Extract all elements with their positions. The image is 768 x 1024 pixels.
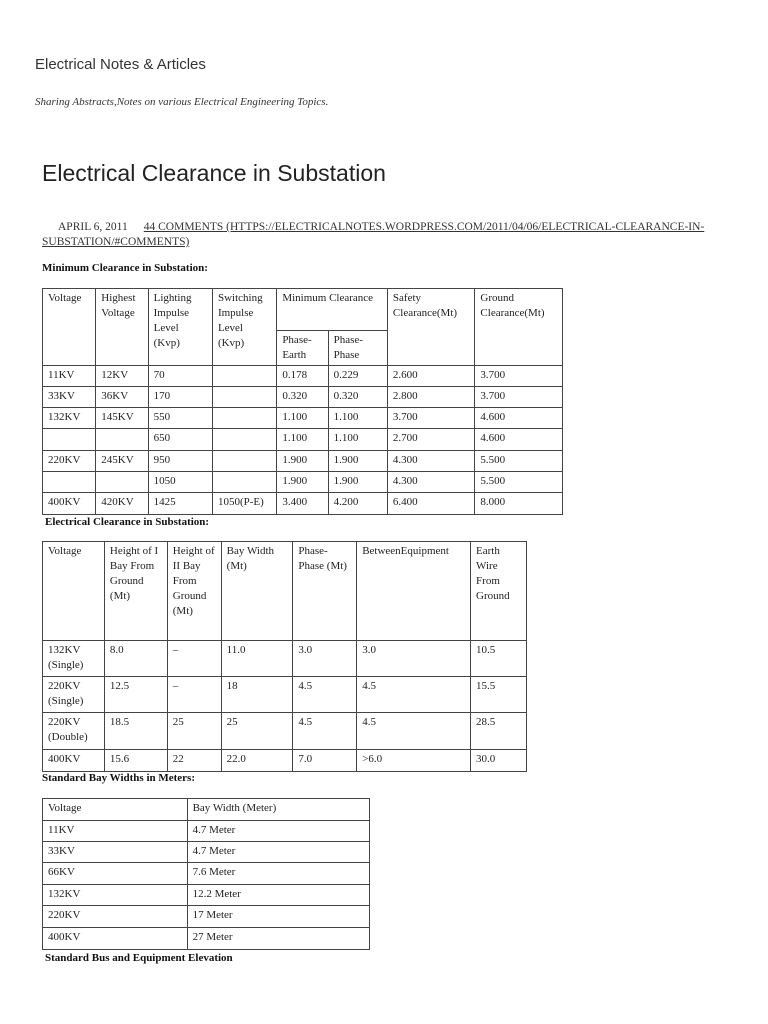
site-title[interactable]: Electrical Notes & Articles [35, 56, 206, 73]
table-row [43, 928, 370, 950]
table-cell: 11KV [43, 821, 188, 842]
table-cell: 1.100 [328, 408, 387, 429]
table-cell: 650 [148, 429, 212, 451]
table-row [43, 451, 563, 472]
table-row [43, 366, 563, 387]
table-cell: 132KV [43, 408, 96, 429]
table-cell: 220KV [43, 451, 96, 472]
table-cell: 400KV [43, 928, 188, 950]
table-cell: 132KV (Single) [43, 641, 105, 677]
table-cell: 220KV [43, 906, 188, 928]
table-cell: 550 [148, 408, 212, 429]
table-cell: 25 [167, 713, 221, 750]
header-cell: Highest Voltage [96, 289, 148, 366]
table-cell [43, 472, 96, 493]
table-cell: 245KV [96, 451, 148, 472]
table-cell: 10.5 [471, 641, 527, 677]
table-cell: 11KV [43, 366, 96, 387]
table-cell: 400KV [43, 493, 96, 515]
table-cell [212, 366, 276, 387]
table-cell: 7.0 [293, 750, 357, 772]
header-cell: Voltage [43, 542, 105, 641]
table-cell: 4.600 [475, 408, 563, 429]
table-cell [212, 408, 276, 429]
table-cell: 18.5 [104, 713, 167, 750]
table-cell: 4.5 [357, 713, 471, 750]
table-cell: 1.100 [277, 408, 328, 429]
table-cell: 4.7 Meter [187, 821, 369, 842]
header-cell: Voltage [43, 289, 96, 366]
table-cell: 4.300 [387, 472, 475, 493]
table-cell: 4.5 [293, 677, 357, 713]
table-row [43, 677, 527, 713]
table-cell: 1.900 [277, 451, 328, 472]
table-cell: 30.0 [471, 750, 527, 772]
table-cell: 22 [167, 750, 221, 772]
table-cell [96, 472, 148, 493]
table-cell: >6.0 [357, 750, 471, 772]
table-row [43, 429, 563, 451]
table-cell: 25 [221, 713, 293, 750]
header-cell: Bay Width (Meter) [187, 799, 369, 821]
header-cell: Switching Impulse Level (Kvp) [212, 289, 276, 366]
header-cell: Phase-Phase [328, 331, 387, 366]
header-cell: Height of II Bay From Ground (Mt) [167, 542, 221, 641]
table-cell: 4.600 [475, 429, 563, 451]
table-row [43, 863, 370, 885]
table-cell: 1050 [148, 472, 212, 493]
table-cell: 950 [148, 451, 212, 472]
header-cell: BetweenEquipment [357, 542, 471, 641]
post-meta [42, 220, 732, 250]
table-cell: 5.500 [475, 451, 563, 472]
header-cell: Voltage [43, 799, 188, 821]
table-cell: 4.5 [357, 677, 471, 713]
table-row [43, 387, 563, 408]
table-cell: 5.500 [475, 472, 563, 493]
table-cell [212, 429, 276, 451]
table-cell: 220KV (Single) [43, 677, 105, 713]
table-cell: 33KV [43, 387, 96, 408]
section-heading-electrical-clearance: Electrical Clearance in Substation: [45, 516, 210, 528]
table-row [43, 493, 563, 515]
table-cell: 145KV [96, 408, 148, 429]
table-cell: 1.100 [277, 429, 328, 451]
table-cell: 2.600 [387, 366, 475, 387]
table-cell: 18 [221, 677, 293, 713]
header-cell: Phase-Phase (Mt) [293, 542, 357, 641]
header-cell: Earth Wire From Ground [471, 542, 527, 641]
table-cell: 1.900 [328, 451, 387, 472]
section-heading-bay-widths: Standard Bay Widths in Meters: [42, 772, 196, 784]
table-cell: 70 [148, 366, 212, 387]
table-cell: 4.7 Meter [187, 842, 369, 863]
table-cell: 3.700 [475, 366, 563, 387]
table-cell: 170 [148, 387, 212, 408]
table-cell: 15.6 [104, 750, 167, 772]
table-row [43, 472, 563, 493]
table-cell: 28.5 [471, 713, 527, 750]
table-cell: 12.2 Meter [187, 885, 369, 906]
table-row [43, 408, 563, 429]
table-cell [43, 429, 96, 451]
section-heading-minimum-clearance: Minimum Clearance in Substation: [42, 262, 208, 274]
header-cell: Ground Clearance(Mt) [475, 289, 563, 366]
table-cell: 0.229 [328, 366, 387, 387]
table-cell: 12.5 [104, 677, 167, 713]
header-cell: Bay Width (Mt) [221, 542, 293, 641]
table-row [43, 885, 370, 906]
table-cell: 1425 [148, 493, 212, 515]
table-cell: 8.000 [475, 493, 563, 515]
table-cell: 4.5 [293, 713, 357, 750]
table-cell: 12KV [96, 366, 148, 387]
table-cell: 3.0 [357, 641, 471, 677]
table-cell: 11.0 [221, 641, 293, 677]
minimum-clearance-table [42, 288, 563, 515]
header-cell: Lighting Impulse Level (Kvp) [148, 289, 212, 366]
table-cell [212, 472, 276, 493]
table-cell: 66KV [43, 863, 188, 885]
header-cell: Height of I Bay From Ground (Mt) [104, 542, 167, 641]
section-heading-bus-elevation: Standard Bus and Equipment Elevation [45, 952, 233, 964]
table-cell: 3.0 [293, 641, 357, 677]
post-title: Electrical Clearance in Substation [42, 160, 386, 186]
table-cell: – [167, 677, 221, 713]
table-cell: 3.700 [387, 408, 475, 429]
table-row [43, 713, 527, 750]
table-cell: 0.320 [277, 387, 328, 408]
table-row [43, 641, 527, 677]
table-cell [212, 387, 276, 408]
table-row [43, 842, 370, 863]
table-cell: 8.0 [104, 641, 167, 677]
table-cell: 1050(P-E) [212, 493, 276, 515]
electrical-clearance-table [42, 541, 527, 772]
table-cell: 420KV [96, 493, 148, 515]
table-cell: 22.0 [221, 750, 293, 772]
table-cell: 1.900 [328, 472, 387, 493]
table-cell: 3.700 [475, 387, 563, 408]
site-description: Sharing Abstracts,Notes on various Electrical Engineering Topics. [35, 96, 329, 108]
table-row [43, 750, 527, 772]
table-cell: 1.100 [328, 429, 387, 451]
table-cell [96, 429, 148, 451]
bay-widths-table [42, 798, 370, 950]
table-cell: 6.400 [387, 493, 475, 515]
table-cell: 400KV [43, 750, 105, 772]
header-cell: Phase-Earth [277, 331, 328, 366]
table-row [43, 821, 370, 842]
table-cell: 132KV [43, 885, 188, 906]
table-cell: 3.400 [277, 493, 328, 515]
table-cell [212, 451, 276, 472]
table-cell: 27 Meter [187, 928, 369, 950]
table-cell: 15.5 [471, 677, 527, 713]
table-cell: 33KV [43, 842, 188, 863]
table-cell: 7.6 Meter [187, 863, 369, 885]
table-cell: 0.320 [328, 387, 387, 408]
table-cell: – [167, 641, 221, 677]
table-cell: 4.300 [387, 451, 475, 472]
comments-link[interactable]: 44 COMMENTS (HTTPS://ELECTRICALNOTES.WORDPRESS.COM/2011/04/06/ELECTRICAL-CLEARANCE-IN-SUBSTATION/#COMMENTS) [42, 221, 705, 248]
table-cell: 2.700 [387, 429, 475, 451]
header-cell: Safety Clearance(Mt) [387, 289, 475, 366]
table-cell: 0.178 [277, 366, 328, 387]
post-date: APRIL 6, 2011 [58, 221, 128, 233]
table-cell: 4.200 [328, 493, 387, 515]
header-cell: Minimum Clearance [277, 289, 388, 331]
table-cell: 36KV [96, 387, 148, 408]
table-cell: 2.800 [387, 387, 475, 408]
table-row [43, 906, 370, 928]
table-cell: 17 Meter [187, 906, 369, 928]
table-cell: 220KV (Double) [43, 713, 105, 750]
table-cell: 1.900 [277, 472, 328, 493]
